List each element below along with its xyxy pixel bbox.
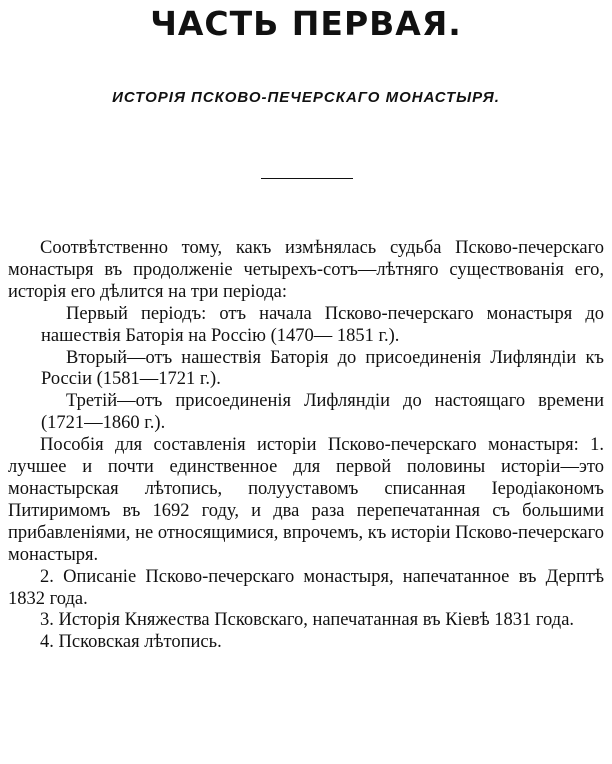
part-title: ЧАСТЬ ПЕРВАЯ. — [150, 4, 462, 43]
period-second: Вторый—отъ нашествія Баторія до присоединенія Лифляндіи къ Россіи (1581—1721 г.). — [41, 347, 604, 390]
source-item-4: 4. Псковская лѣтопись. — [40, 632, 222, 653]
chapter-subtitle: ИСТОРІЯ ПСКОВО-ПЕЧЕРСКАГО МОНАСТЫРЯ. — [112, 89, 500, 106]
section-divider — [261, 178, 353, 179]
period-first: Первый періодъ: отъ начала Псково-печерскаго монастыря до нашествія Баторія на Россію (1470— 1851 г.). — [41, 303, 604, 346]
body-text — [8, 238, 604, 654]
intro-paragraph: Соотвѣтственно тому, какъ измѣнялась судьба Псково-печерскаго монастыря въ продолженіе четырехъ-сотъ—лѣтняго существованія его, исторія его дѣлится на три періода: — [8, 238, 604, 302]
source-item-3: 3. Исторія Княжества Псковскаго, напечатанная въ Кіевѣ 1831 года. — [40, 610, 575, 631]
sources-paragraph: Пособія для составленія исторіи Псково-печерскаго монастыря: 1. лучшее и почти единственное для первой половины исторіи—это монастырская лѣтопись, полууставомъ списанная Іеродіакономъ Питиримомъ въ 1692 году, и два раза перепечатанная съ большими прибавленіями, не относящимися, впрочемъ, къ исторіи Псково-печерскаго монастыря. — [8, 435, 604, 565]
period-third: Третій—отъ присоединенія Лифляндіи до настоящаго времени (1721—1860 г.). — [41, 391, 604, 434]
source-item-2: 2. Описаніе Псково-печерскаго монастыря, напечатанное въ Дерптѣ 1832 года. — [8, 566, 604, 609]
